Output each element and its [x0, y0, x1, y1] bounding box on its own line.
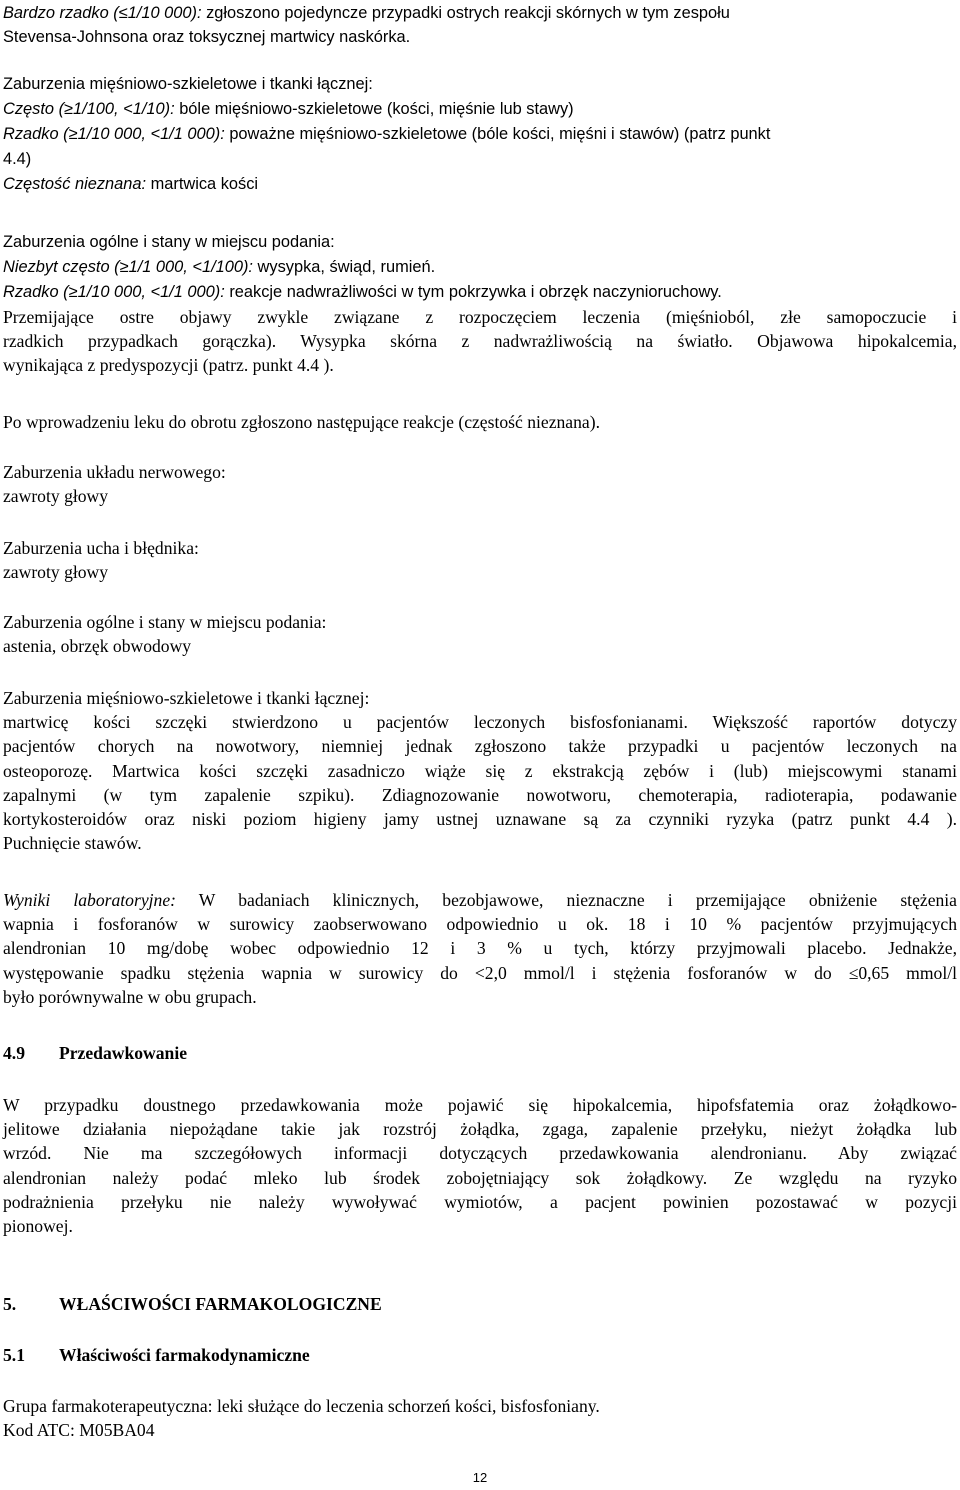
body-text: było porównywalne w obu grupach. — [3, 986, 257, 1007]
body-text: wysypka, świąd, rumień. — [252, 258, 436, 277]
frequency-label: Często (≥1/100, <1/10): — [3, 100, 175, 119]
musculoskeletal-section-2 — [3, 686, 957, 855]
body-text: wapnia i fosforanów w surowicy zaobserwowano odpowiednio u ok. 18 i 10 % pacjentów przyjmujących — [3, 914, 957, 935]
section-number: 4.9 — [3, 1043, 25, 1063]
page-number: 12 — [472, 1470, 488, 1485]
frequency-label: Bardzo rzadko (≤1/10 000): — [3, 4, 202, 22]
section-title: WŁAŚCIWOŚCI FARMAKOLOGICZNE — [59, 1294, 382, 1314]
nervous-system-section — [3, 460, 226, 508]
body-text: rzadkich przypadkach gorączka). Wysypka skórna z nadwrażliwością na światło. Objawowa hipokalcemia, — [3, 330, 957, 351]
body-text: 4.4) — [3, 149, 32, 168]
body-text: pacjentów chorych na nowotwory, niemniej jednak zgłoszono także przypadki u pacjentów leczonych na — [3, 736, 957, 757]
frequency-label: Niezbyt często (≥1/1 000, <1/100): — [3, 258, 253, 277]
body-text: zgłoszono pojedyncze przypadki ostrych reakcji skórnych w tym zespołu — [201, 4, 730, 22]
body-text: reakcje nadwrażliwości w tym pokrzywka i obrzęk naczynioruchowy. — [224, 283, 722, 302]
musculoskeletal-section — [3, 72, 770, 196]
body-text: Stevensa-Johnsona oraz toksycznej martwicy naskórka. — [3, 28, 411, 47]
overdose-paragraph — [3, 1093, 957, 1238]
body-text: astenia, obrzęk obwodowy — [3, 636, 192, 657]
body-text: wrzód. Nie ma szczegółowych informacji dotyczących przedawkowania alendronianu. Aby związać — [3, 1143, 957, 1164]
section-title: Przedawkowanie — [59, 1043, 188, 1063]
frequency-label: Rzadko (≥1/10 000, <1/1 000): — [3, 125, 225, 144]
body-text: wynikająca z predyspozycji (patrz. punkt 4.4 ). — [3, 355, 334, 376]
section-heading: Zaburzenia mięśniowo-szkieletowe i tkanki łącznej: — [3, 75, 373, 93]
section-heading: Zaburzenia mięśniowo-szkieletowe i tkanki łącznej: — [3, 688, 370, 708]
ear-section — [3, 536, 199, 584]
lab-results-section — [3, 888, 957, 1009]
section-heading — [3, 1343, 310, 1367]
body-text: Puchnięcie stawów. — [3, 833, 142, 854]
body-text: alendronian należy podać mleko lub środek zobojętniający sok żołądkowy. Ze względu na ryzyko — [3, 1167, 957, 1188]
general-disorders-section — [3, 230, 957, 377]
body-text: jelitowe działania niepożądane takie jak rozstrój żołądka, zgaga, zapalenie przełyku, nieżyt żołądka lub — [3, 1119, 957, 1140]
section-number: 5. — [3, 1294, 17, 1314]
section-heading: Zaburzenia ucha i błędnika: — [3, 538, 199, 558]
frequency-label: Częstość nieznana: — [3, 174, 147, 193]
body-text: W przypadku doustnego przedawkowania może pojawić się hipokalcemia, hipofsfatemia oraz żołądkowo- — [3, 1095, 957, 1115]
body-text: martwica kości — [146, 174, 259, 193]
body-text: podrażnienia przełyku nie należy wywoływać wymiotów, a pacjent powinien pozostawać w pozycji — [3, 1191, 957, 1212]
body-text: występowanie spadku stężenia wapnia w surowicy do <2,0 mmol/l i stężenia fosforanów w do ≤0,65 mmol/l — [3, 962, 957, 983]
body-text: zawroty głowy — [3, 486, 109, 507]
section-number: 5.1 — [3, 1345, 25, 1365]
body-text: zawroty głowy — [3, 562, 109, 583]
section-heading: Zaburzenia układu nerwowego: — [3, 462, 226, 482]
pharmacodynamics-paragraph — [3, 1394, 600, 1442]
body-text: zapalnymi (w tym zapalenie szpiku). Zdiagnozowanie nowotworu, chemoterapia, radioterapia, podawanie — [3, 784, 957, 805]
body-text: Przemijające ostre objawy zwykle związane z rozpoczęciem leczenia (mięśnioból, złe samopoczucie i — [3, 306, 957, 327]
body-text: kortykosteroidów oraz niski poziom higieny jamy ustnej uznawane są za czynniki ryzyka (patrz punkt 4.4 ). — [3, 809, 957, 830]
body-text: osteoporozę. Martwica kości szczęki zasadniczo wiąże się z ekstrakcją zębów i (lub) miejscowymi stanami — [3, 760, 957, 781]
body-text: Grupa farmakoterapeutyczna: leki służące do leczenia schorzeń kości, bisfosfoniany. — [3, 1396, 600, 1416]
frequency-label: Rzadko (≥1/10 000, <1/1 000): — [3, 283, 225, 302]
body-text: poważne mięśniowo-szkieletowe (bóle kości, mięśni i stawów) (patrz punkt — [224, 125, 771, 144]
section-heading — [3, 1041, 957, 1065]
section-heading: Zaburzenia ogólne i stany w miejscu podania: — [3, 233, 335, 251]
section-heading: Zaburzenia ogólne i stany w miejscu podania: — [3, 612, 327, 632]
body-text: W badaniach klinicznych, bezobjawowe, nieznaczne i przemijające obniżenie stężenia — [175, 890, 957, 910]
body-text: alendronian 10 mg/dobę wobec odpowiednio 12 i 3 % u tych, którzy przyjmowali placebo. Jednakże, — [3, 938, 957, 959]
section-4-9 — [3, 1041, 957, 1065]
lab-results-label: Wyniki laboratoryjne: — [3, 890, 176, 910]
body-text: martwicę kości szczęki stwierdzono u pacjentów leczonych bisfosfonianami. Większość raportów dotyczy — [3, 712, 957, 733]
top-paragraph — [3, 0, 730, 49]
general-disorders-section-2 — [3, 610, 326, 658]
body-text: pionowej. — [3, 1216, 73, 1237]
atc-code: Kod ATC: M05BA04 — [3, 1420, 155, 1441]
section-title: Właściwości farmakodynamiczne — [59, 1345, 310, 1365]
section-heading — [3, 1292, 382, 1316]
post-marketing-note: Po wprowadzeniu leku do obrotu zgłoszono następujące reakcje (częstość nieznana). — [3, 412, 600, 432]
body-text: bóle mięśniowo-szkieletowe (kości, mięśnie lub stawy) — [174, 100, 574, 119]
